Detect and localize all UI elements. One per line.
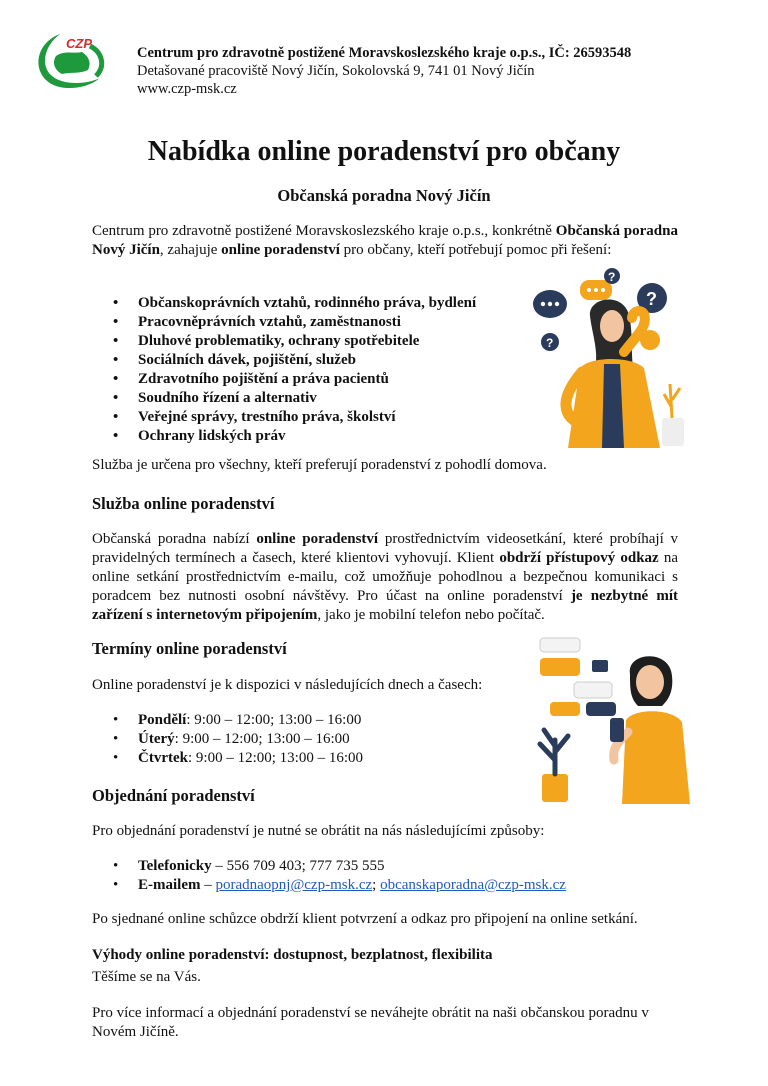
advantages-line: Výhody online poradenství: dostupnost, bezplatnost, flexibilita — [92, 947, 493, 963]
heading-terms: Termíny online poradenství — [92, 639, 287, 658]
terms-intro: Online poradenství je k dispozici v následujících dnech a časech: — [92, 677, 483, 693]
service-text-1: Občanská poradna nabízí — [92, 531, 257, 547]
list-item: • Veřejné správy, trestního práva, školství — [138, 408, 476, 427]
intro-text-2: , zahajuje — [159, 242, 222, 258]
order-intro: Pro objednání poradenství je nutné se obrátit na nás následujícími způsoby: — [92, 823, 545, 839]
day-times: : 9:00 – 12:00; 13:00 – 16:00 — [187, 750, 363, 766]
heading-service: Služba online poradenství — [92, 494, 275, 513]
phone-label: Telefonicky — [138, 858, 212, 874]
service-bold-1: online poradenství — [256, 531, 379, 547]
woman-face — [636, 665, 664, 699]
thinking-woman-illustration — [520, 268, 690, 450]
chat-bubble-icon — [540, 658, 580, 676]
page-title: Nabídka online poradenství pro občany — [147, 136, 621, 167]
plant-pot — [662, 418, 684, 446]
list-item — [138, 711, 363, 730]
woman-face — [600, 310, 624, 342]
service-text-4: , jako je mobilní telefon nebo počítač. — [317, 607, 545, 623]
svg-text:?: ? — [546, 336, 554, 350]
list-item — [138, 876, 566, 895]
topics-list — [92, 294, 476, 446]
chat-bubble-icon — [550, 702, 580, 716]
list-item — [138, 857, 566, 876]
letterhead — [137, 44, 631, 98]
org-line: Centrum pro zdravotně postižené Moravskoslezského kraje o.p.s., IČ: 26593548 — [137, 45, 632, 61]
chat-bubble-icon — [540, 638, 580, 652]
list-item: • Dluhové problematiky, ochrany spotřebitele — [138, 332, 476, 351]
heading-order: Objednání poradenství — [92, 786, 255, 805]
svg-text:?: ? — [646, 289, 657, 309]
day-times: : 9:00 – 12:00; 13:00 – 16:00 — [186, 712, 362, 728]
chat-bubble-icon — [574, 682, 612, 698]
service-text-3: na online setkání prostřednictvím e-mailu, což umožňuje pohodlnou a bezpečnou komunikaci s poradcem bez nutnosti osobní návštěvy. Pro účast na online poradenství — [92, 550, 678, 604]
list-item — [138, 730, 363, 749]
svg-text:?: ? — [608, 270, 616, 284]
closing-paragraph: Pro více informací a objednání poradenství se neváhejte obrátit na naši občanskou poradnu v Novém Jičíně. — [92, 1005, 649, 1040]
service-paragraph — [92, 530, 678, 625]
phone-woman-illustration — [530, 632, 692, 804]
woman-top — [622, 711, 690, 804]
intro-text-1: Centrum pro zdravotně postižené Moravskoslezského kraje o.p.s., konkrétně — [92, 223, 556, 239]
phone-numbers: – 556 709 403; 777 735 555 — [211, 858, 385, 874]
email-separator: ; — [372, 877, 381, 893]
phone-icon — [610, 718, 624, 742]
service-bold-2: obdrží přístupový odkaz — [499, 550, 659, 566]
email-link-poradnaopnj[interactable]: poradnaopnj@czp-msk.cz — [215, 877, 373, 893]
intro-paragraph — [92, 222, 678, 260]
contact-list — [92, 857, 566, 895]
address-line: Detašované pracoviště Nový Jičín, Sokolovská 9, 741 01 Nový Jičín — [137, 63, 535, 79]
list-item — [138, 749, 363, 768]
list-item: • Pracovněprávních vztahů, zaměstnanosti — [138, 313, 476, 332]
web-line: www.czp-msk.cz — [137, 81, 237, 97]
day-label: Pondělí — [138, 712, 187, 728]
service-text-2: prostřednictvím videosetkání, které probíhají v pravidelných termínech a časech, které klientovi vyhovují. Klient — [92, 531, 678, 566]
service-bold-3: je nezbytné mít zařízení s internetovým připojením — [92, 588, 678, 623]
email-label: E-mailem — [138, 877, 201, 893]
mail-icon — [592, 660, 608, 672]
intro-bold-2: online poradenství — [221, 242, 340, 258]
email-link-obcanskaporadna[interactable]: obcanskaporadna@czp-msk.cz — [380, 877, 566, 893]
day-label: Čtvrtek — [138, 750, 188, 766]
day-times: : 9:00 – 12:00; 13:00 – 16:00 — [174, 731, 350, 747]
page-subtitle: Občanská poradna Nový Jičín — [277, 186, 491, 205]
day-label: Úterý — [138, 731, 175, 747]
greeting-line: Těšíme se na Vás. — [92, 969, 201, 985]
terms-list — [92, 711, 363, 768]
logo-text: CZP — [66, 36, 92, 51]
chat-bubble-icon — [586, 702, 616, 716]
intro-text-3: pro občany, kteří potřebují pomoc při řešení: — [339, 242, 612, 258]
list-item: • Soudního řízení a alternativ — [138, 389, 476, 408]
list-item: • Zdravotního pojištění a práva pacientů — [138, 370, 476, 389]
logo-region-shape — [54, 52, 90, 74]
list-item: • Sociálních dávek, pojištění, služeb — [138, 351, 476, 370]
email-dash: – — [200, 877, 216, 893]
czp-logo — [30, 26, 112, 96]
confirm-paragraph: Po sjednané online schůzce obdrží klient potvrzení a odkaz pro připojení na online setkání. — [92, 911, 638, 927]
plant-pot — [542, 774, 568, 802]
service-note: Služba je určena pro všechny, kteří preferují poradenství z pohodlí domova. — [92, 457, 547, 473]
intro-bold-1: Občanská poradna Nový Jičín — [92, 223, 678, 258]
list-item: • Občanskoprávních vztahů, rodinného práva, bydlení — [138, 294, 476, 313]
list-item: • Ochrany lidských práv — [138, 427, 476, 446]
